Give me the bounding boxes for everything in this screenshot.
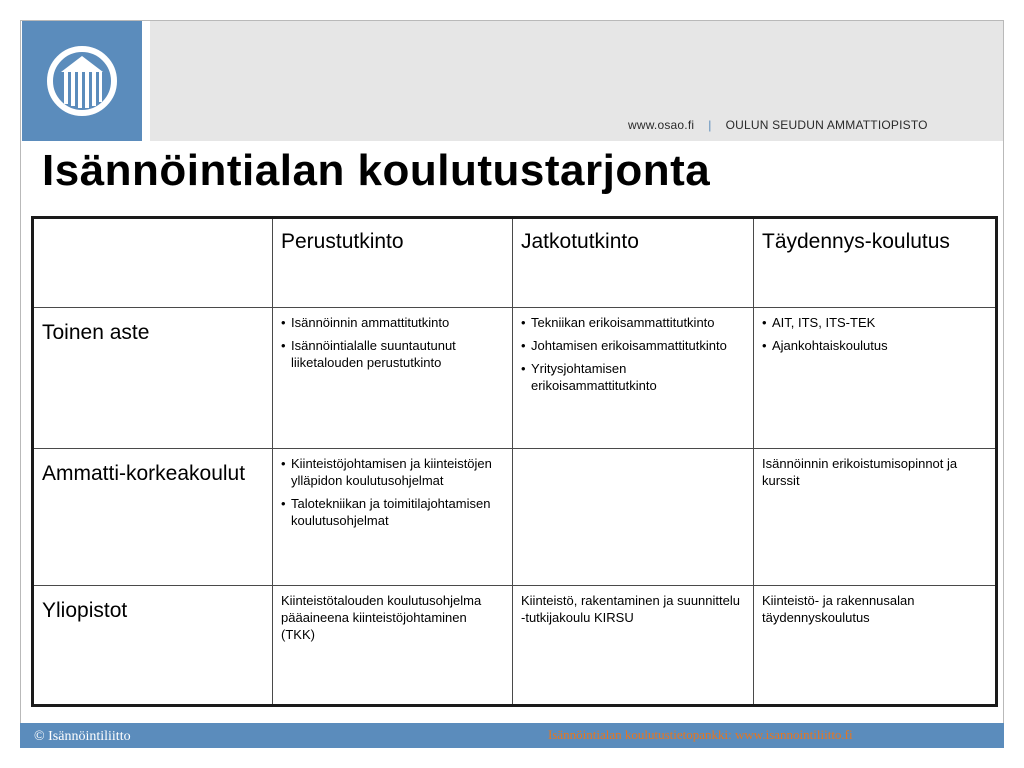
table-cell <box>273 449 513 586</box>
header-cell-jatkotutkinto: Jatkotutkinto <box>513 218 754 308</box>
table-header-row <box>33 218 997 308</box>
table-cell: Kiinteistötalouden koulutusohjelma pääaineena kiinteistöjohtaminen (TKK) <box>273 586 513 706</box>
list-item: • Johtamisen erikoisammattitutkinto <box>521 337 745 354</box>
header-cell-perustutkinto: Perustutkinto <box>273 218 513 308</box>
footer-link[interactable]: Isännöintialan koulutustietopankki: www.isannointiliitto.fi <box>548 727 853 742</box>
row-label: Ammatti-korkeakoulut <box>33 449 273 586</box>
table-cell <box>754 308 997 449</box>
row-label: Yliopistot <box>33 586 273 706</box>
list-item: • AIT, ITS, ITS-TEK <box>762 314 987 331</box>
list-item: • Talotekniikan ja toimitilajohtamisen koulutusohjelmat <box>281 495 504 529</box>
table-cell-empty <box>513 449 754 586</box>
table-cell <box>273 308 513 449</box>
table-cell: Kiinteistö- ja rakennusalan täydennyskoulutus <box>754 586 997 706</box>
table-cell: Isännöinnin erikoistumisopinnot ja kurssit <box>754 449 997 586</box>
row-label: Toinen aste <box>33 308 273 449</box>
list-item: • Isännöinnin ammattitutkinto <box>281 314 504 331</box>
header-separator: | <box>708 118 712 132</box>
building-columns-logo-icon <box>47 46 117 116</box>
list-item: • Yritysjohtamisen erikoisammattitutkinto <box>521 360 745 394</box>
table-cell: Kiinteistö, rakentaminen ja suunnittelu -tutkijakoulu KIRSU <box>513 586 754 706</box>
logo-box <box>22 21 142 141</box>
footer-bar <box>20 723 1004 748</box>
list-item: • Isännöintialalle suuntautunut liiketalouden perustutkinto <box>281 337 504 371</box>
website-link[interactable]: www.osao.fi <box>628 118 695 132</box>
footer-copyright: © Isännöintiliitto <box>34 729 131 744</box>
header-cell-empty <box>33 218 273 308</box>
organization-name: OULUN SEUDUN AMMATTIOPISTO <box>725 118 928 132</box>
page-title: Isännöintialan koulutustarjonta <box>42 146 711 195</box>
table-row <box>33 586 997 706</box>
list-item: • Tekniikan erikoisammattitutkinto <box>521 314 745 331</box>
table-row <box>33 449 997 586</box>
table-row <box>33 308 997 449</box>
training-table <box>31 216 998 707</box>
table-cell <box>513 308 754 449</box>
list-item: • Kiinteistöjohtamisen ja kiinteistöjen ylläpidon koulutusohjelmat <box>281 455 504 489</box>
header-brand <box>628 118 928 132</box>
header-cell-taydennyskoulutus: Täydennys-koulutus <box>754 218 997 308</box>
list-item: • Ajankohtaiskoulutus <box>762 337 987 354</box>
